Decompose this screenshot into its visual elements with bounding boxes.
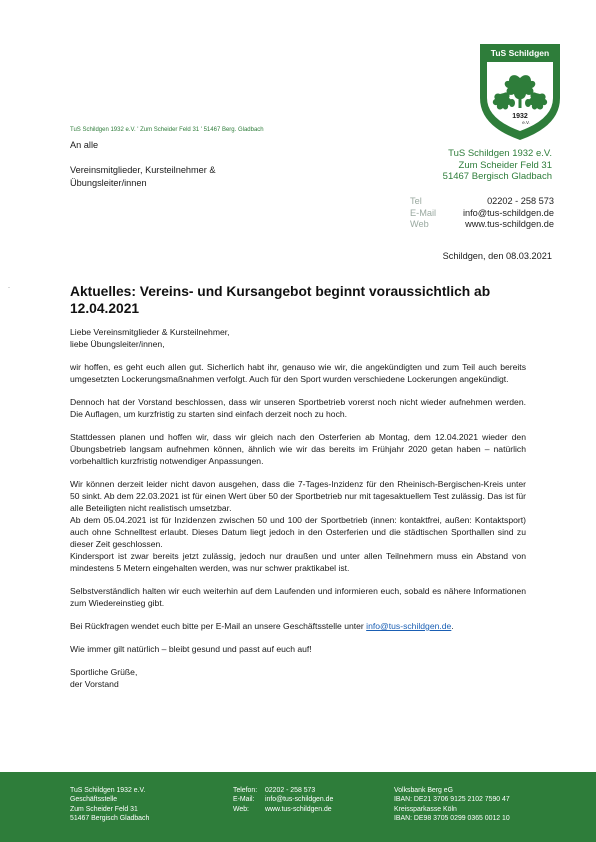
footer-label: E-Mail: [233, 796, 255, 804]
logo-year: 1932 [512, 113, 528, 120]
recipient-line: Übungsleiter/innen [70, 177, 147, 188]
contact-value[interactable]: info@tus-schildgen.de [462, 207, 554, 218]
logo-suffix: e.V. [522, 120, 530, 125]
footer-label: Telefon: [233, 787, 258, 794]
contact-row-web [410, 219, 554, 231]
signature: der Vorstand [70, 679, 119, 689]
footer-col-contact [233, 786, 333, 814]
logo-name: TuS Schildgen [490, 48, 550, 58]
salutation: Liebe Vereinsmitglieder & Kursteilnehmer, [70, 327, 230, 337]
footer-value[interactable]: info@tus-schildgen.de [265, 796, 334, 804]
contact-value: 02202 - 258 573 [487, 196, 554, 206]
club-crest-icon [478, 42, 562, 142]
footer-line: IBAN: DE98 3705 0299 0365 0012 10 [394, 815, 510, 823]
sender-address-line: TuS Schildgen 1932 e.V. ' Zum Scheider Feld 31 ' 51467 Berg. Gladbach [70, 127, 264, 133]
club-address-line: Zum Scheider Feld 31 [458, 159, 552, 171]
footer-col-bank [394, 786, 510, 824]
recipient-line: Vereinsmitglieder, Kursteilnehmer & [70, 165, 216, 175]
salutation: liebe Übungsleiter/innen, [70, 339, 165, 349]
paragraph: Stattdessen planen und hoffen wir, dass wir gleich nach den Osterferien ab Montag, dem 12.04.2021 wieder den Übungsbetrieb langsam aufnehmen können, ähnlich wie wir das bereits im Frühjahr 2020 getan haben – natürlich vorbehaltlich kurzfristig notwendiger Anpassungen. [70, 432, 526, 466]
paragraph: Wir können derzeit leider nicht davon ausgehen, dass die 7-Tages-Inzidenz für den Rheinisch-Bergischen-Kreis unter 50 sinkt. Ab dem 22.03.2021 ist für einen Wert über 50 der Sportbetrieb nur mit tagesaktuellem Test zulässig. Das ist für alle Beteiligten nicht realistisch umsetzbar. [70, 479, 526, 513]
paragraph: Wie immer gilt natürlich – bleibt gesund und passt auf euch auf! [70, 644, 312, 654]
contact-row-phone [410, 196, 554, 208]
footer-line: Geschäftsstelle [70, 796, 118, 804]
paragraph-text: . [451, 621, 454, 631]
contact-label: Tel [410, 196, 422, 206]
paragraph: Kindersport ist zwar bereits jetzt zulässig, jedoch nur draußen und unter allen Teilnehmern muss ein Abstand von mindestens 5 Metern eingehalten werden, was nur schwer praktikabel ist. [70, 551, 526, 573]
footer-value: 02202 - 258 573 [265, 787, 316, 794]
footer-value[interactable]: www.tus-schildgen.de [265, 805, 332, 813]
footer-line: Volksbank Berg eG [394, 787, 453, 794]
letter-heading: Aktuelles: Vereins- und Kursangebot beginnt voraussichtlich ab 12.04.2021 [70, 284, 491, 316]
contact-value[interactable]: www.tus-schildgen.de [465, 219, 554, 229]
contact-label: Web [410, 219, 429, 229]
recipient-line: An alle [70, 140, 99, 150]
margin-mark: - [8, 285, 10, 291]
club-logo [478, 42, 562, 142]
date-line: Schildgen, den 08.03.2021 [442, 251, 552, 261]
footer-line: Zum Scheider Feld 31 [70, 805, 138, 813]
paragraph: Dennoch hat der Vorstand beschlossen, dass wir unseren Sportbetrieb vorerst noch nicht wieder aufnehmen werden. Die Auflagen, um kurzfristig zu starten sind einfach derzeit noch zu hoch. [70, 397, 526, 419]
recipient-line [70, 152, 216, 165]
contact-label: E-Mail [410, 207, 437, 218]
footer-line: TuS Schildgen 1932 e.V. [70, 787, 146, 794]
footer-line: 51467 Bergisch Gladbach [70, 815, 150, 823]
footer-label: Web: [233, 805, 249, 813]
footer-line: Kreissparkasse Köln [394, 805, 457, 813]
footer-col-address [70, 786, 149, 824]
email-link[interactable]: info@tus-schildgen.de [366, 621, 452, 631]
contact-block [410, 196, 554, 231]
contact-row-email [410, 208, 554, 220]
recipient-block [70, 139, 216, 189]
club-address-line: TuS Schildgen 1932 e.V. [448, 148, 552, 159]
paragraph [70, 620, 526, 632]
paragraph: wir hoffen, es geht euch allen gut. Sicherlich habt ihr, genauso wie wir, die angekündigten und zum Teil auch bereits umgesetzten Lockerungsmaßnahmen verfolgt. Auch für den Sport wurden verschiedene Lockerungen angekündigt. [70, 362, 526, 384]
paragraph: Ab dem 05.04.2021 ist für Inzidenzen zwischen 50 und 100 der Sportbetrieb (innen: kontaktfrei, außen: Kontaktsport) auch ohne Schnelltest erlaubt. Dieses Datum liegt jedoch in den Osterferien und die städtischen Sporthallen sind zu dieser Zeit geschlossen. [70, 515, 526, 549]
letter-body [70, 326, 526, 690]
club-address-block [443, 148, 552, 183]
paragraph-text: Bei Rückfragen wendet euch bitte per E-Mail an unsere Geschäftsstelle unter [70, 621, 367, 631]
footer-bar [0, 772, 596, 842]
paragraph: Selbstverständlich halten wir euch weiterhin auf dem Laufenden und informieren euch, sobald es nähere Informationen zum Wiedereinstieg gibt. [70, 586, 526, 608]
closing: Sportliche Grüße, [70, 667, 138, 677]
footer-line: IBAN: DE21 3706 9125 2102 7590 47 [394, 796, 510, 804]
club-address-line: 51467 Bergisch Gladbach [442, 171, 552, 182]
